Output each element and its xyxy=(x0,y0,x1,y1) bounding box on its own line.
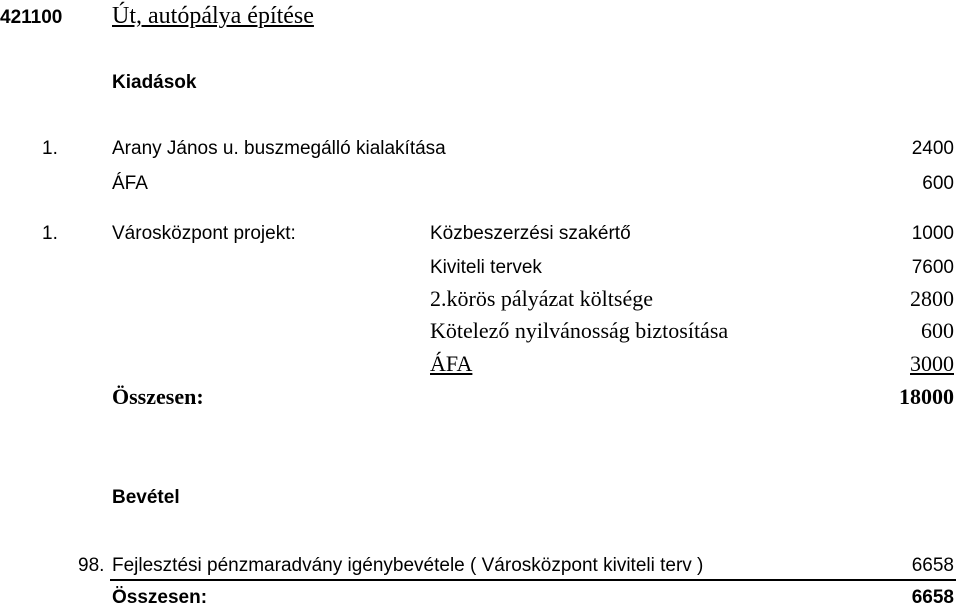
section-title: Út, autópálya építése xyxy=(112,3,314,29)
subitem-amount: 2800 xyxy=(910,286,954,311)
expenses-heading: Kiadások xyxy=(112,72,197,93)
revenue-item-label: Fejlesztési pénzmaradvány igénybevétele ( Városközpont kiviteli terv ) xyxy=(112,555,704,576)
subitem-amount: 7600 xyxy=(911,257,954,278)
subitem-label: 2.körös pályázat költsége xyxy=(430,286,653,311)
revenue-heading: Bevétel xyxy=(112,487,180,508)
revenue-total-amount: 6658 xyxy=(911,587,954,608)
subitem-amount: 600 xyxy=(921,318,954,343)
item1-label: Arany János u. buszmegálló kialakítása xyxy=(112,138,446,159)
item1-vat-amount: 600 xyxy=(922,173,954,194)
item2-label: Városközpont projekt: xyxy=(112,223,296,244)
subitem-vat-amount: 3000 xyxy=(910,351,954,376)
expenses-total-label: Összesen: xyxy=(112,384,204,409)
section-code: 421100 xyxy=(0,7,63,28)
expenses-total-amount: 18000 xyxy=(899,384,954,409)
item2-number: 1. xyxy=(42,223,58,244)
subitem-amount: 1000 xyxy=(911,223,954,244)
subitem-label: Kiviteli tervek xyxy=(430,257,542,278)
revenue-item-amount: 6658 xyxy=(911,555,954,576)
subitem-vat-label: ÁFA xyxy=(430,351,473,376)
revenue-total-label: Összesen: xyxy=(112,587,208,608)
item1-number: 1. xyxy=(42,138,58,159)
revenue-divider xyxy=(110,579,956,581)
item1-vat-label: ÁFA xyxy=(112,173,148,194)
item1-amount: 2400 xyxy=(911,138,954,159)
subitem-label: Kötelező nyilvánosság biztosítása xyxy=(430,318,729,343)
subitem-label: Közbeszerzési szakértő xyxy=(430,223,631,244)
revenue-item-number: 98. xyxy=(78,555,105,576)
